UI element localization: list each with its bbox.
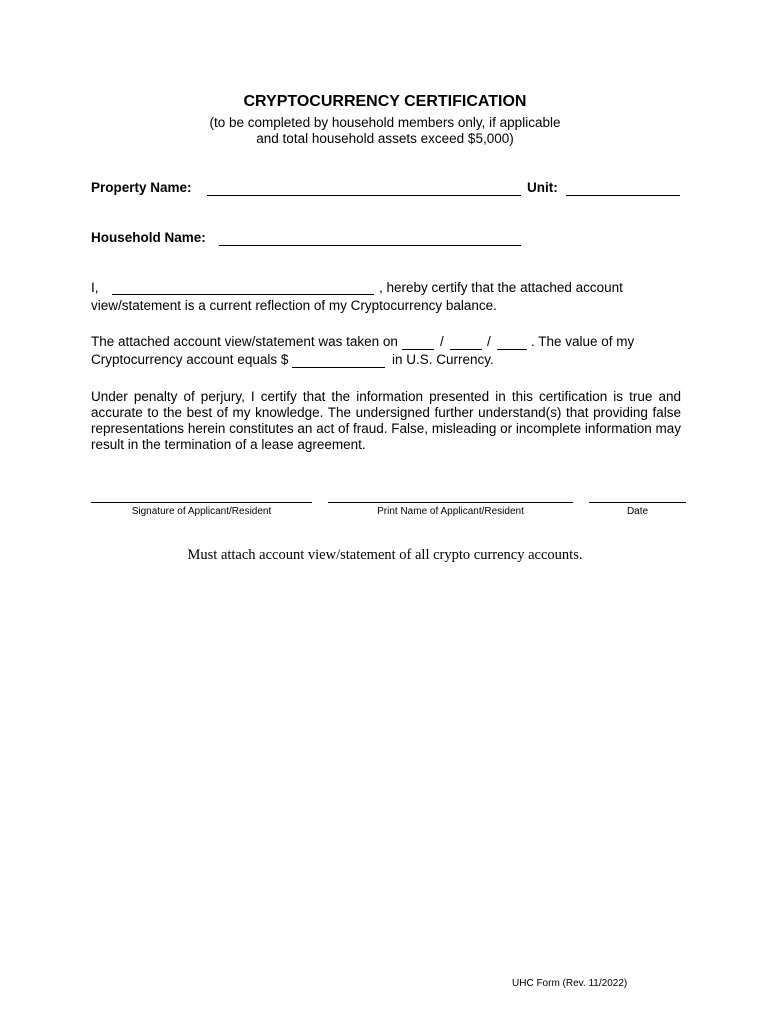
form-subtitle-line2: and total household assets exceed $5,000) [256,131,514,146]
print-name-caption: Print Name of Applicant/Resident [377,506,524,517]
date-month-line [402,349,434,350]
date-caption: Date [626,506,649,517]
date-line-prefix: The attached account view/statement was taken on [91,334,398,349]
value-line-prefix: Cryptocurrency account equals $ [91,352,289,367]
property-name-field-line [207,195,521,196]
cert-line2: view/statement is a current reflection of my Cryptocurrency balance. [91,298,497,313]
date-line-suffix: . The value of my [531,334,635,349]
unit-field-line [566,195,680,196]
value-field-line [292,367,385,368]
print-name-line [328,502,573,503]
certifier-name-field-line [112,294,374,295]
property-name-input[interactable] [209,181,519,195]
household-name-field-line [219,245,521,246]
value-input[interactable] [294,353,383,367]
household-name-input[interactable] [221,231,519,245]
household-name-label: Household Name: [91,230,206,245]
form-title: CRYPTOCURRENCY CERTIFICATION [243,93,527,110]
date-day-input[interactable] [451,335,481,349]
date-day-line [450,349,482,350]
signature-caption: Signature of Applicant/Resident [131,506,272,517]
cert-prefix: I, [91,280,99,295]
date-month-input[interactable] [403,335,433,349]
penalty-paragraph: Under penalty of perjury, I certify that the information presented in this certification is true and accurate to the best of my knowledge. The undersigned further understand(s) that providing false representations herein constitutes an act of fraud. False, misleading or incomplete information may result in the termination of a lease agreement. [91,389,681,452]
form-subtitle-line1: (to be completed by household members only, if applicable [209,115,561,130]
date-separator-1: / [440,334,444,349]
date-separator-2: / [487,334,491,349]
attach-note: Must attach account view/statement of all crypto currency accounts. [187,547,583,563]
value-line-suffix: in U.S. Currency. [392,352,494,367]
form-revision-footer: UHC Form (Rev. 11/2022) [512,978,628,989]
cert-suffix: , hereby certify that the attached account [379,280,623,295]
sign-date-input[interactable] [591,486,684,501]
property-name-label: Property Name: [91,180,192,195]
signature-input[interactable] [93,486,310,501]
signature-line [91,502,312,503]
unit-label: Unit: [527,180,558,195]
print-name-input[interactable] [330,486,571,501]
date-year-line [497,349,527,350]
date-year-input[interactable] [498,335,526,349]
unit-input[interactable] [568,181,678,195]
certifier-name-input[interactable] [114,280,372,294]
sign-date-line [589,502,686,503]
